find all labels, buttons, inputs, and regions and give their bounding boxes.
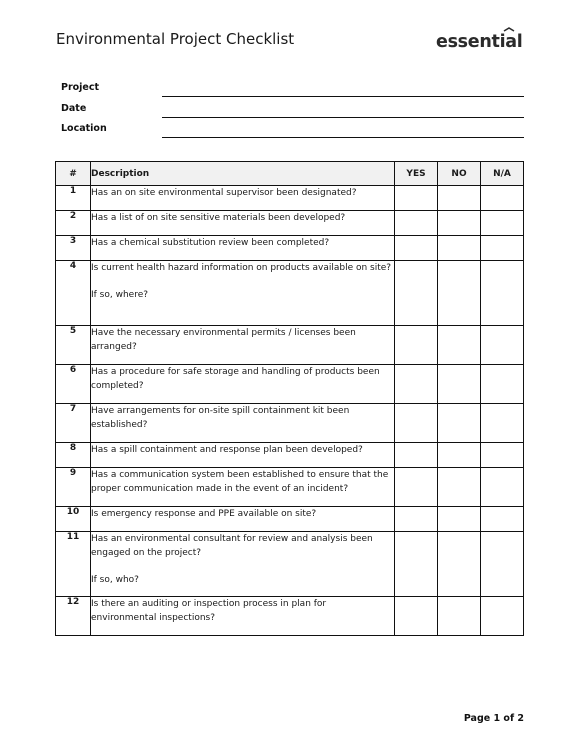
table-row — [56, 365, 524, 404]
check-cell-na[interactable] — [481, 236, 524, 261]
location-field[interactable] — [162, 137, 524, 138]
row-question: Is current health hazard information on products available on site? — [91, 263, 392, 273]
check-cell-yes[interactable] — [395, 532, 438, 597]
check-cell-yes[interactable] — [395, 326, 438, 365]
logo-graphic — [436, 26, 526, 52]
row-question: Has an environmental consultant for review and analysis been engaged on the project? — [91, 534, 373, 558]
row-description — [91, 326, 395, 365]
row-question: Have the necessary environmental permits / licenses been arranged? — [91, 328, 356, 352]
check-cell-no[interactable] — [438, 532, 481, 597]
check-cell-yes[interactable] — [395, 404, 438, 443]
check-cell-no[interactable] — [438, 507, 481, 532]
check-cell-no[interactable] — [438, 326, 481, 365]
document-title: Environmental Project Checklist — [56, 30, 295, 48]
row-number: 5 — [56, 326, 91, 365]
table-row — [56, 404, 524, 443]
check-cell-no[interactable] — [438, 236, 481, 261]
row-question: Has a communication system been established to ensure that the proper communication made in the event of an incident? — [91, 470, 389, 494]
essential-logo — [436, 26, 526, 52]
check-cell-yes[interactable] — [395, 597, 438, 636]
check-cell-na[interactable] — [481, 261, 524, 326]
row-number: 9 — [56, 468, 91, 507]
row-description — [91, 261, 395, 326]
check-cell-na[interactable] — [481, 507, 524, 532]
meta-fields — [61, 80, 524, 142]
header-no: NO — [438, 162, 481, 186]
table-header-row — [56, 162, 524, 186]
check-cell-yes[interactable] — [395, 261, 438, 326]
row-followup-question: If so, who? — [91, 575, 139, 585]
check-cell-na[interactable] — [481, 597, 524, 636]
row-number: 6 — [56, 365, 91, 404]
header-yes: YES — [395, 162, 438, 186]
table-row — [56, 326, 524, 365]
check-cell-no[interactable] — [438, 597, 481, 636]
check-cell-yes[interactable] — [395, 365, 438, 404]
check-cell-na[interactable] — [481, 211, 524, 236]
row-number: 12 — [56, 597, 91, 636]
check-cell-yes[interactable] — [395, 186, 438, 211]
check-cell-na[interactable] — [481, 443, 524, 468]
table-row — [56, 507, 524, 532]
check-cell-na[interactable] — [481, 186, 524, 211]
row-number: 7 — [56, 404, 91, 443]
row-number: 11 — [56, 532, 91, 597]
row-followup-question: If so, where? — [91, 290, 149, 300]
check-cell-na[interactable] — [481, 468, 524, 507]
check-cell-no[interactable] — [438, 468, 481, 507]
row-number: 4 — [56, 261, 91, 326]
meta-row-location — [61, 121, 524, 142]
table-row — [56, 468, 524, 507]
row-description — [91, 468, 395, 507]
row-description — [91, 443, 395, 468]
row-description — [91, 365, 395, 404]
row-number: 2 — [56, 211, 91, 236]
row-question: Has a chemical substitution review been completed? — [91, 238, 330, 248]
check-cell-no[interactable] — [438, 186, 481, 211]
meta-label-date: Date — [61, 102, 87, 114]
row-description — [91, 404, 395, 443]
check-cell-no[interactable] — [438, 365, 481, 404]
table-row — [56, 532, 524, 597]
row-number: 3 — [56, 236, 91, 261]
table-row — [56, 186, 524, 211]
check-cell-yes[interactable] — [395, 236, 438, 261]
table-row — [56, 236, 524, 261]
check-cell-na[interactable] — [481, 326, 524, 365]
check-cell-no[interactable] — [438, 404, 481, 443]
row-number: 10 — [56, 507, 91, 532]
table-row — [56, 597, 524, 636]
row-question: Is there an auditing or inspection process in plan for environmental inspections? — [91, 599, 327, 623]
header-na: N/A — [481, 162, 524, 186]
meta-label-location: Location — [61, 123, 107, 134]
table-row — [56, 443, 524, 468]
check-cell-na[interactable] — [481, 404, 524, 443]
row-description — [91, 507, 395, 532]
check-cell-no[interactable] — [438, 443, 481, 468]
project-field[interactable] — [162, 96, 524, 97]
row-question: Is emergency response and PPE available on site? — [91, 509, 317, 519]
check-cell-na[interactable] — [481, 365, 524, 404]
check-cell-no[interactable] — [438, 261, 481, 326]
row-question: Have arrangements for on-site spill containment kit been established? — [91, 406, 350, 430]
date-field[interactable] — [162, 117, 524, 118]
checklist-body — [56, 186, 524, 636]
check-cell-yes[interactable] — [395, 211, 438, 236]
check-cell-na[interactable] — [481, 532, 524, 597]
check-cell-yes[interactable] — [395, 468, 438, 507]
row-question: Has a spill containment and response plan been developed? — [91, 445, 363, 455]
table-row — [56, 211, 524, 236]
row-description — [91, 186, 395, 211]
row-question: Has an on site environmental supervisor been designated? — [91, 188, 357, 198]
row-description — [91, 532, 395, 597]
meta-row-date — [61, 101, 524, 122]
meta-row-project — [61, 80, 524, 101]
row-question: Has a list of on site sensitive materials been developed? — [91, 213, 346, 223]
check-cell-yes[interactable] — [395, 507, 438, 532]
row-description — [91, 597, 395, 636]
row-number: 1 — [56, 186, 91, 211]
header-number: # — [56, 162, 91, 186]
logo-wordmark: essential — [436, 32, 523, 52]
checklist-table — [55, 161, 524, 636]
page-number: Page 1 of 2 — [463, 713, 524, 724]
row-number: 8 — [56, 443, 91, 468]
table-row — [56, 261, 524, 326]
check-cell-no[interactable] — [438, 211, 481, 236]
row-description — [91, 211, 395, 236]
check-cell-yes[interactable] — [395, 443, 438, 468]
row-question: Has a procedure for safe storage and handling of products been completed? — [91, 367, 380, 391]
logo-roof-mark — [504, 28, 514, 31]
header-description: Description — [91, 162, 395, 186]
row-description — [91, 236, 395, 261]
meta-label-project: Project — [61, 82, 100, 93]
